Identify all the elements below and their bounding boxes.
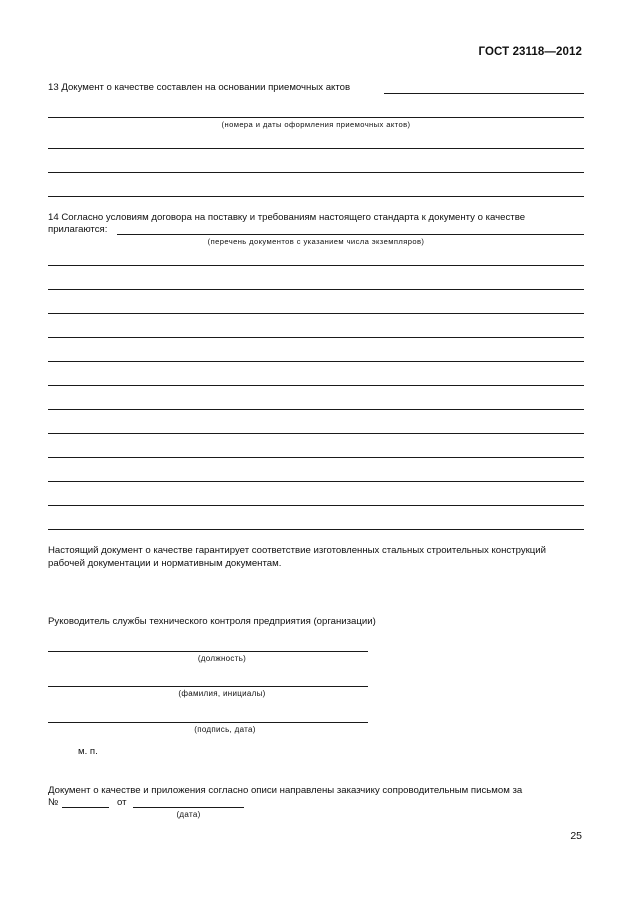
letter-number-field[interactable] — [62, 807, 109, 808]
item14-blank-line[interactable] — [48, 433, 584, 434]
item14-caption: (перечень документов с указанием числа экземпляров) — [207, 237, 425, 246]
item14-blank-line[interactable] — [48, 289, 584, 290]
item14-blank-line[interactable] — [48, 505, 584, 506]
sign-caption: (подпись, дата) — [194, 725, 256, 734]
item13-blank-line[interactable] — [48, 172, 584, 173]
number-label: № — [48, 797, 59, 808]
position-caption: (должность) — [197, 654, 247, 663]
guarantee-line1: Настоящий документ о качестве гарантирует соответствие изготовленных стальных строительных конструкций — [48, 545, 547, 556]
name-field-line[interactable] — [48, 686, 368, 687]
name-caption: (фамилия, инициалы) — [178, 689, 266, 698]
item13-inline-field[interactable] — [384, 93, 584, 94]
item14-blank-line[interactable] — [48, 529, 584, 530]
item14-blank-line[interactable] — [48, 481, 584, 482]
item14-blank-line[interactable] — [48, 313, 584, 314]
date-caption: (дата) — [176, 810, 201, 819]
item14-blank-line[interactable] — [48, 337, 584, 338]
item14-blank-line[interactable] — [48, 385, 584, 386]
signature-heading: Руководитель службы технического контроля предприятия (организации) — [48, 616, 376, 627]
sending-line1: Документ о качестве и приложения согласно описи направлены заказчику сопроводительным письмом за — [48, 785, 523, 796]
sign-field-line[interactable] — [48, 722, 368, 723]
item13-blank-line[interactable] — [48, 196, 584, 197]
standard-header: ГОСТ 23118—2012 — [478, 46, 582, 58]
item14-blank-line[interactable] — [48, 457, 584, 458]
page-number: 25 — [570, 830, 582, 842]
item14-line2: прилагаются: — [48, 224, 108, 235]
item13-field-line[interactable] — [48, 117, 584, 118]
item14-blank-line[interactable] — [48, 265, 584, 266]
item14-line1: 14 Согласно условиям договора на поставку и требованиям настоящего стандарта к документу о качестве — [48, 212, 526, 223]
stamp-label: м. п. — [78, 746, 98, 757]
guarantee-line2: рабочей документации и нормативным документам. — [48, 558, 282, 569]
from-label: от — [117, 797, 127, 808]
letter-date-field[interactable] — [133, 807, 244, 808]
item13-text: 13 Документ о качестве составлен на основании приемочных актов — [48, 82, 351, 93]
position-field-line[interactable] — [48, 651, 368, 652]
item13-blank-line[interactable] — [48, 148, 584, 149]
item14-inline-field[interactable] — [117, 234, 584, 235]
item14-blank-line[interactable] — [48, 409, 584, 410]
item13-caption: (номера и даты оформления приемочных актов) — [221, 120, 411, 129]
item14-blank-line[interactable] — [48, 361, 584, 362]
